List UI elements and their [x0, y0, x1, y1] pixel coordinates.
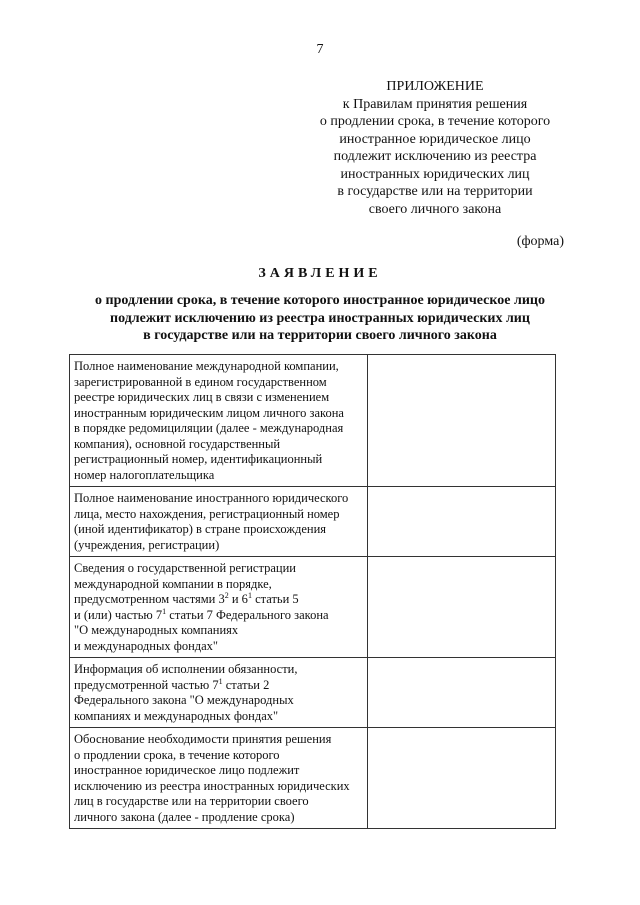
table-row [70, 728, 556, 829]
cell-text: статьи 5 [251, 592, 299, 606]
cell-text: статьи 7 Федерального закона [166, 607, 329, 622]
cell-line [74, 678, 363, 694]
appendix-heading: ПРИЛОЖЕНИЕ [386, 79, 484, 94]
cell-line: Обоснование необходимости принятия решения [74, 732, 332, 746]
subtitle-line: подлежит исключению из реестра иностранных юридических лиц [110, 310, 530, 326]
field-value-foreign-entity[interactable] [368, 487, 556, 557]
cell-line: о продлении срока, в течение которого [74, 747, 280, 762]
cell-line: иностранное юридическое лицо подлежит [74, 763, 300, 777]
table-row [70, 658, 556, 728]
cell-text: и 6 [228, 592, 248, 606]
appendix-line: своего личного закона [368, 201, 502, 217]
field-value-company-name[interactable] [368, 355, 556, 487]
cell-text: статьи 2 [222, 677, 270, 692]
document-title: ЗАЯВЛЕНИЕ [258, 266, 382, 281]
appendix-line: иностранное юридическое лицо [339, 131, 531, 147]
field-value-obligation-info[interactable] [368, 658, 556, 728]
appendix-block [305, 78, 565, 218]
document-subtitle [0, 292, 640, 345]
cell-line: Полное наименование иностранного юридического [74, 491, 349, 505]
superscript: 1 [162, 606, 167, 616]
cell-line: компания), основной государственный [74, 436, 281, 451]
cell-line: (учреждения, регистрации) [74, 537, 220, 552]
appendix-line: иностранных юридических лиц [340, 166, 530, 182]
field-value-justification[interactable] [368, 728, 556, 829]
cell-line: лиц в государстве или на территории своего [74, 794, 309, 808]
superscript: 1 [218, 676, 223, 686]
field-label-registration-info [70, 557, 368, 658]
cell-line: личного закона (далее - продление срока) [74, 809, 295, 824]
page-number: 7 [316, 42, 324, 57]
table-row [70, 487, 556, 557]
cell-text: и (или) частью 7 [74, 607, 163, 622]
field-value-registration-info[interactable] [368, 557, 556, 658]
application-form-table [69, 354, 556, 829]
cell-line [74, 592, 363, 608]
subtitle-line: о продлении срока, в течение которого иностранное юридическое лицо [95, 293, 545, 308]
cell-line: Полное наименование международной компании, [74, 359, 339, 373]
cell-line: регистрационный номер, идентификационный [74, 452, 323, 466]
superscript: 1 [247, 590, 252, 600]
form-mark: (форма) [516, 234, 564, 249]
appendix-line: подлежит исключению из реестра [333, 149, 537, 164]
field-label-company-name [70, 355, 368, 487]
cell-line: в порядке редомициляции (далее - международная [74, 421, 344, 435]
cell-text: предусмотренной частью 7 [74, 677, 219, 692]
appendix-line: к Правилам принятия решения [342, 96, 528, 112]
cell-line [74, 608, 363, 624]
cell-line: номер налогоплательщика [74, 467, 215, 482]
cell-line: Федерального закона "О международных [74, 693, 294, 707]
cell-line: и международных фондах" [74, 638, 219, 653]
table-row [70, 557, 556, 658]
cell-line: Информация об исполнении обязанности, [74, 662, 298, 676]
subtitle-line: в государстве или на территории своего личного закона [143, 328, 497, 343]
cell-line: исключению из реестра иностранных юридических [74, 778, 350, 793]
field-label-justification [70, 728, 368, 829]
cell-line: лица, место нахождения, регистрационный номер [74, 506, 340, 521]
cell-text: предусмотренном частями 3 [74, 592, 225, 606]
table-row [70, 355, 556, 487]
cell-line: (иной идентификатор) в стране происхождения [74, 522, 327, 536]
cell-line: Сведения о государственной регистрации [74, 561, 296, 575]
superscript: 2 [224, 590, 229, 600]
field-label-obligation-info [70, 658, 368, 728]
cell-line: "О международных компаниях [74, 623, 239, 637]
cell-line: реестре юридических лиц в связи с изменением [74, 390, 330, 404]
field-label-foreign-entity [70, 487, 368, 557]
cell-line: иностранным юридическим лицом личного закона [74, 405, 344, 420]
appendix-line: о продлении срока, в течение которого [319, 114, 551, 129]
cell-line: международной компании в порядке, [74, 576, 272, 591]
appendix-line: в государстве или на территории [337, 184, 533, 199]
cell-line: зарегистрированной в едином государственном [74, 374, 327, 389]
cell-line: компаниях и международных фондах" [74, 708, 279, 723]
